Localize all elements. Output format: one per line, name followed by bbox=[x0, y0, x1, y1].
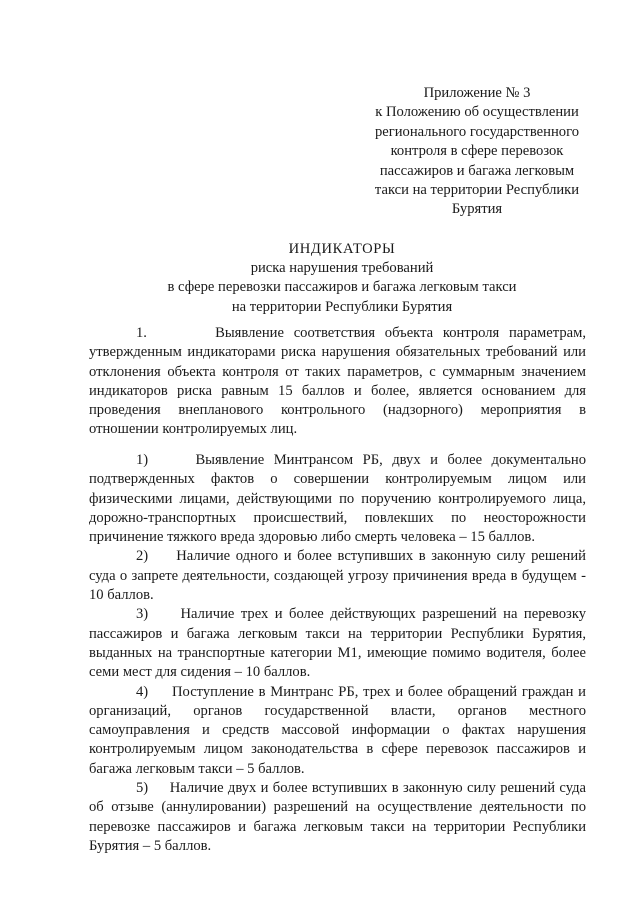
item-text: Выявление Минтрансом РБ, двух и более документально подтвержденных фактов о совершении контролируемым лицом или физическими лицами, действующими по поручению контролируемого лица, дорожно-транспортных происшествий, повлекших по неосторожности причинение тяжкого вреда здоровью либо смерть человека – 15 баллов. bbox=[89, 452, 586, 546]
paragraph bbox=[89, 324, 586, 440]
title-main: ИНДИКАТОРЫ bbox=[288, 241, 396, 257]
appendix-line: Приложение № 3 bbox=[423, 85, 531, 101]
item-text: Наличие одного и более вступивших в законную силу решений суда о запрете деятельности, создающей угрозу причинения вреда в будущем - 10 баллов. bbox=[89, 548, 586, 604]
subtitle-line: на территории Республики Бурятия bbox=[231, 298, 453, 315]
item-text: Наличие двух и более вступивших в законную силу решений суда об отзыве (аннулировании) разрешений на осуществление деятельности по перевозке пассажиров и багажа легковым такси на территории Республики Бурятия – 5 баллов. bbox=[89, 780, 586, 854]
item-number: 1) bbox=[136, 452, 149, 468]
item-number: 4) bbox=[136, 683, 149, 700]
appendix-line: к Положению об осуществлении bbox=[375, 104, 579, 121]
list-item bbox=[89, 683, 586, 779]
item-number: 5) bbox=[136, 780, 149, 797]
document-title bbox=[100, 240, 584, 317]
appendix-line: такси на территории Республики bbox=[374, 182, 580, 199]
list-item bbox=[89, 547, 586, 605]
subtitle-line: в сфере перевозки пассажиров и багажа легковым такси bbox=[167, 279, 517, 296]
item-text: Наличие трех и более действующих разрешений на перевозку пассажиров и багажа легковым такси на территории Республики Бурятия, выданных на транспортные категории M1, имеющие помимо водителя, более семи мест для сидения – 10 баллов. bbox=[89, 606, 586, 681]
item-number: 2) bbox=[136, 548, 149, 565]
paragraph-text: Выявление соответствия объекта контроля параметрам, утвержденным индикаторами риска нарушения обязательных требований или отклонения объекта контроля от таких параметров, с суммарным значением индикаторов риска равным 15 баллов и более, является основанием для проведения внепланового контрольного (надзорного) мероприятия в отношении контролируемых лиц. bbox=[89, 325, 586, 438]
paragraph-number: 1. bbox=[136, 325, 147, 341]
list-item bbox=[89, 605, 586, 682]
intro-paragraph bbox=[89, 324, 586, 440]
appendix-line: Бурятия bbox=[451, 201, 503, 218]
list-item bbox=[89, 451, 586, 547]
appendix-header bbox=[352, 84, 602, 220]
appendix-line: пассажиров и багажа легковым bbox=[379, 162, 575, 179]
indicator-list bbox=[89, 451, 586, 856]
subtitle-line: риска нарушения требований bbox=[250, 260, 434, 277]
list-item bbox=[89, 779, 586, 856]
item-number: 3) bbox=[136, 606, 149, 623]
appendix-line: контроля в сфере перевозок bbox=[390, 143, 564, 160]
appendix-line: регионального государственного bbox=[374, 123, 579, 140]
item-text: Поступление в Минтранс РБ, трех и более обращений граждан и организаций, органов государственной власти, органов местного самоуправления и средств массовой информации о фактах нарушения контролируемым лицом законодательства в сфере перевозок пассажиров и багажа легковым такси – 5 баллов. bbox=[89, 683, 586, 777]
